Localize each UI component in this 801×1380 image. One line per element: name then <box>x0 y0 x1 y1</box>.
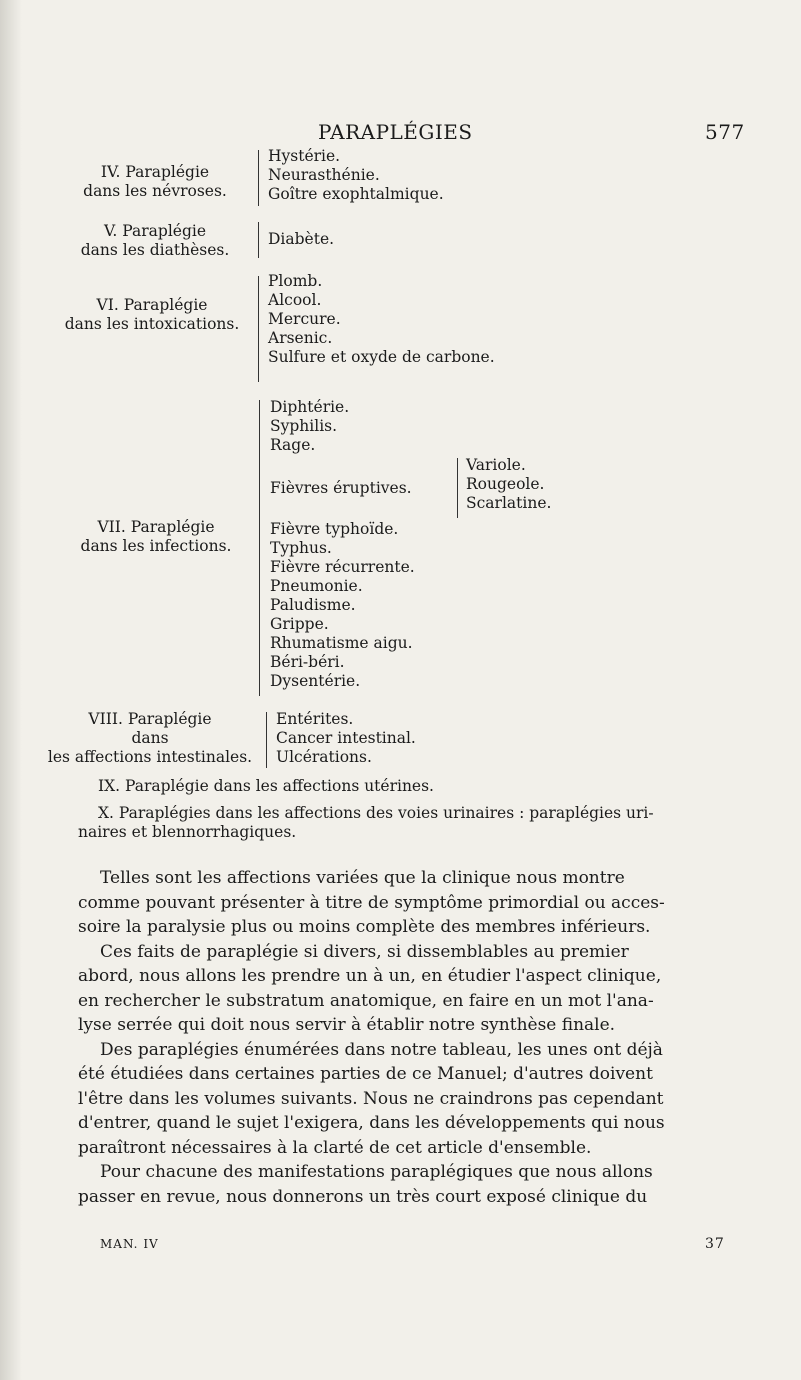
group-v-label-line1: V. Paraplégie <box>103 222 207 240</box>
list-item: Béri-béri. <box>270 653 345 671</box>
group-vi-label-line1: VI. Paraplégie <box>96 296 208 314</box>
list-item: Cancer intestinal. <box>276 729 416 747</box>
list-item: Mercure. <box>268 310 341 328</box>
page-number: 577 <box>705 120 745 144</box>
group-vi-label <box>52 296 252 334</box>
group-iv-label <box>70 163 240 201</box>
group-vii-label-line1: VII. Paraplégie <box>97 518 215 536</box>
group-vi-brace <box>258 276 259 382</box>
group-v-label-line2: dans les diathèses. <box>80 241 230 259</box>
group-iv-label-line1: IV. Paraplégie <box>100 163 210 181</box>
paragraph-1 <box>78 866 738 940</box>
text-line: Telles sont les affections variées que la clinique nous montre <box>100 868 625 888</box>
group-viii-label-line3: les affections intestinales. <box>47 748 253 766</box>
group-vii-brace <box>259 400 260 696</box>
eruptive-fevers-brace <box>457 458 458 518</box>
list-item: Grippe. <box>270 615 329 633</box>
list-item: Rage. <box>270 436 316 454</box>
sheet-signature: MAN. IV <box>100 1237 159 1251</box>
paragraph-4 <box>78 1160 738 1209</box>
paragraph-2 <box>78 940 738 1038</box>
group-viii-label-line2: dans <box>131 729 169 747</box>
group-vi-list <box>268 272 495 367</box>
text-line: Ces faits de paraplégie si divers, si dissemblables au premier <box>100 941 629 962</box>
group-vi-label-line2: dans les intoxications. <box>64 315 240 333</box>
list-item: Rhumatisme aigu. <box>270 634 413 652</box>
group-iv-list <box>268 147 444 204</box>
text-line: l'être dans les volumes suivants. Nous ne craindrons pas cependant <box>78 1088 664 1109</box>
text-line: lyse serrée qui doit nous servir à établir notre synthèse finale. <box>78 1015 616 1035</box>
list-item: Pneumonie. <box>270 577 363 595</box>
eruptive-fevers-list <box>466 456 551 513</box>
group-v-brace <box>258 222 259 258</box>
list-item: Plomb. <box>268 272 323 290</box>
list-item: Ulcérations. <box>276 748 372 766</box>
list-item: Rougeole. <box>466 475 545 493</box>
text-line: soire la paralysie plus ou moins complète des membres inférieurs. <box>78 917 651 937</box>
page-binding-shadow <box>0 0 22 1380</box>
list-item: Fièvre typhoïde. <box>270 520 399 538</box>
list-item: Entérites. <box>276 710 354 728</box>
group-vii-list-top <box>270 398 349 455</box>
list-item: Diphtérie. <box>270 398 350 416</box>
text-line: passer en revue, nous donnerons un très court exposé clinique du <box>78 1186 648 1207</box>
list-item: Alcool. <box>268 291 322 309</box>
list-item: Fièvre récurrente. <box>270 558 415 576</box>
text-line: d'entrer, quand le sujet l'exigera, dans les développements qui nous <box>78 1113 665 1133</box>
eruptive-fevers-label: Fièvres éruptives. <box>270 479 412 497</box>
list-item: Diabète. <box>268 230 335 248</box>
group-viii-brace <box>266 712 267 768</box>
running-title: PARAPLÉGIES <box>318 120 473 144</box>
list-item: Sulfure et oxyde de carbone. <box>268 348 495 366</box>
list-item: Dysentérie. <box>270 672 361 690</box>
text-line: Pour chacune des manifestations paraplégiques que nous allons <box>100 1162 653 1182</box>
list-item: Neurasthénie. <box>268 166 380 184</box>
list-item: Syphilis. <box>270 417 338 435</box>
group-v-label <box>70 222 240 260</box>
text-line: en rechercher le substratum anatomique, en faire en un mot l'ana- <box>78 990 654 1011</box>
group-ix: IX. Paraplégie dans les affections utérines. <box>98 777 434 795</box>
group-vii-label-line2: dans les infections. <box>80 537 232 555</box>
text-line: Des paraplégies énumérées dans notre tableau, les unes ont déjà <box>100 1039 663 1060</box>
sheet-number: 37 <box>705 1236 725 1252</box>
list-item: Paludisme. <box>270 596 356 614</box>
list-item: Typhus. <box>270 539 332 557</box>
group-viii-label-line1: VIII. Paraplégie <box>88 710 212 728</box>
group-iv-brace <box>258 150 259 206</box>
list-item: Arsenic. <box>268 329 333 347</box>
list-item: Goître exophtalmique. <box>268 185 444 203</box>
group-x-line1: X. Paraplégies dans les affections des voies urinaires : paraplégies uri- <box>98 804 654 822</box>
group-vii-list-bottom <box>270 520 415 691</box>
group-vii-label <box>56 518 256 556</box>
list-item: Scarlatine. <box>466 494 552 512</box>
body-text <box>78 866 738 1209</box>
group-x-line2: naires et blennorrhagiques. <box>78 823 297 841</box>
group-iv-label-line2: dans les névroses. <box>83 182 227 200</box>
group-v-list <box>268 230 334 249</box>
paragraph-3 <box>78 1038 738 1161</box>
group-viii-list <box>276 710 416 767</box>
text-line: été étudiées dans certaines parties de ce Manuel; d'autres doivent <box>78 1064 653 1084</box>
text-line: paraîtront nécessaires à la clarté de cet article d'ensemble. <box>78 1137 592 1158</box>
list-item: Hystérie. <box>268 147 341 165</box>
list-item: Variole. <box>466 456 526 474</box>
text-line: abord, nous allons les prendre un à un, en étudier l'aspect clinique, <box>78 966 662 986</box>
text-line: comme pouvant présenter à titre de symptôme primordial ou acces- <box>78 892 665 913</box>
group-viii-label <box>40 710 260 767</box>
